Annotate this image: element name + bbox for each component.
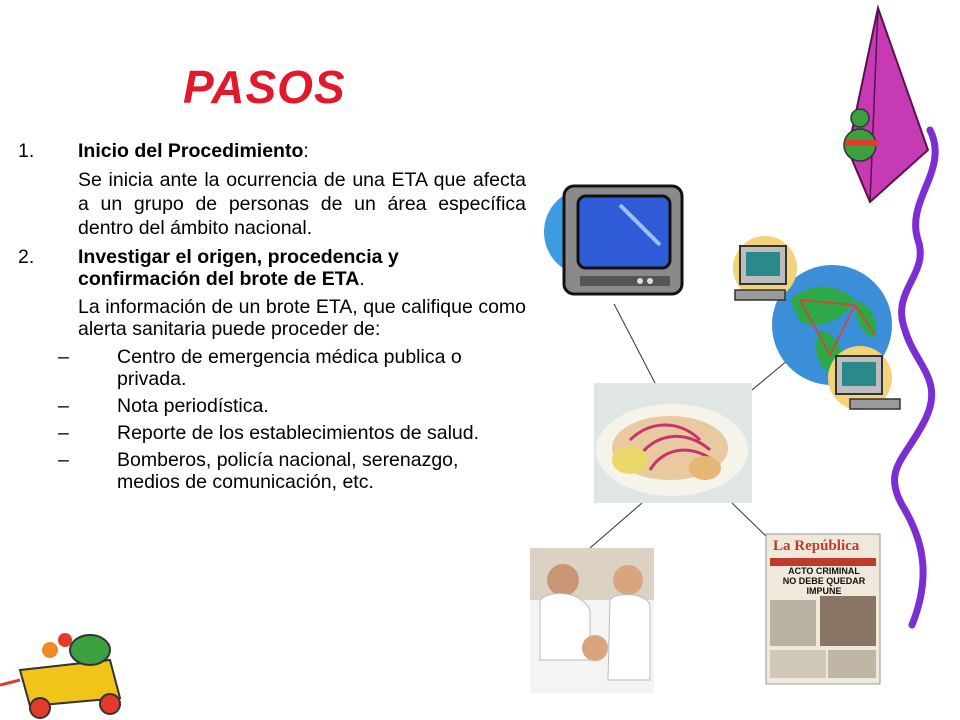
source-bullet: – Reporte de los establecimientos de salud.: [58, 422, 480, 444]
source-bullet: – Centro de emergencia médica publica o privada.: [58, 346, 462, 390]
source-bullet: – Bomberos, policía nacional, serenazgo, medios de comunicación, etc.: [58, 449, 459, 493]
newspaper-masthead: La República: [773, 538, 860, 554]
computer-icon: [733, 236, 797, 300]
cart-illustration: [0, 633, 120, 718]
newspaper-headline: ACTO CRIMINAL NO DEBE QUEDAR IMPUNE: [782, 566, 866, 596]
food-photo: [594, 383, 752, 503]
slide-title: PASOS: [183, 61, 346, 113]
source-bullet: – Nota periodística.: [58, 395, 269, 417]
hospital-photo: [530, 548, 654, 693]
ribbon-decoration: [895, 130, 936, 625]
newspaper-photo: [766, 534, 880, 684]
step-2-heading: Investigar el origen, procedencia y confirmación del brote de ETA: [78, 246, 399, 290]
step-1-number: 1.: [18, 140, 35, 162]
tv-icon: [544, 170, 688, 304]
step-2-suffix: .: [359, 268, 365, 290]
computer-icon: [828, 346, 900, 410]
kite-icon: [844, 8, 928, 202]
step-2-number: 2.: [18, 246, 35, 268]
step-1-suffix: :: [303, 140, 309, 162]
step-1-heading: Inicio del Procedimiento: [78, 140, 304, 162]
step-2-body: La información de un brote ETA, que califique como alerta sanitaria puede proceder de:: [78, 296, 526, 340]
step-1-body: Se inicia ante la ocurrencia de una ETA que afecta a un grupo de personas de un área específica dentro del ámbito nacional.: [78, 169, 526, 239]
